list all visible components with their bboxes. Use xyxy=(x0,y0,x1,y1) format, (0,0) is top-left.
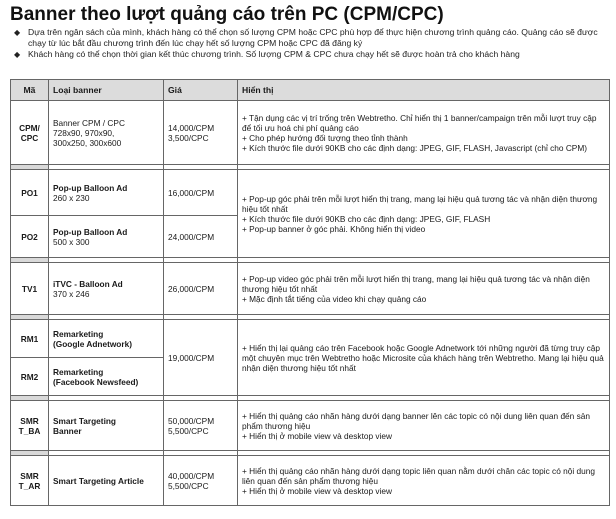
row-display: + Tận dụng các vị trí trống trên Webtretho. Chỉ hiển thị 1 banner/campaign trên mỗi lượt truy cập để tối ưu hoá chi phí quảng cáo + Cho phép hướng đối tượng theo tỉnh thành + Kích thước file dưới 90KB cho các định dạng: JPEG, GIF, FLASH, Javascript (chỉ cho CPM) xyxy=(238,101,610,165)
row-display: + Pop-up góc phải trên mỗi lượt hiển thị trang, mang lại hiệu quả tương tác và nhận diện thương hiệu tốt nhất + Kích thước file dưới 90KB cho các định dạng: JPEG, GIF, FLASH + Pop-up banner ở góc phải. Không hiển thị video xyxy=(238,170,610,258)
bullet-text: Dựa trên ngân sách của mình, khách hàng có thể chọn số lượng CPM hoặc CPC phù hợp để thực hiện chương trình quảng cáo. Quảng cáo sẽ được chạy từ lúc bắt đầu chương trình đến lúc chạy hết số lượng CPM hoặc CPC đã đăng ký xyxy=(28,27,598,48)
row-display: + Hiển thị quảng cáo nhãn hàng dưới dạng topic liên quan nằm dưới chân các topic có nội dung liên quan đến sản phẩm thương hiệu + Hiển thị ở mobile view và desktop view xyxy=(238,456,610,506)
header-code: Mã xyxy=(11,80,49,101)
row-type-name: Pop-up Balloon Ad xyxy=(53,226,128,237)
row-code: RM2 xyxy=(11,358,49,396)
bullet-item xyxy=(10,27,610,49)
row-type-name: Smart Targeting Article xyxy=(49,456,164,506)
table-row xyxy=(11,170,610,216)
bullet-text: Khách hàng có thể chọn thời gian kết thúc chương trình. Số lượng CPM & CPC chưa chạy hết sẽ được hoàn trả cho khách hàng xyxy=(28,49,520,59)
row-display: + Pop-up video góc phải trên mỗi lượt hiển thị trang, mang lại hiệu quả tương tác và nhận diện thương hiệu tốt nhất + Mặc định tắt tiếng của video khi chạy quảng cáo xyxy=(238,263,610,315)
row-code: PO1 xyxy=(11,170,49,216)
table-row xyxy=(11,263,610,315)
row-type-size: 370 x 246 xyxy=(53,288,90,299)
row-type-size: 260 x 230 xyxy=(53,192,90,203)
row-code: SMR T_AR xyxy=(11,456,49,506)
header-display: Hiển thị xyxy=(238,80,610,101)
row-code: SMR T_BA xyxy=(11,401,49,451)
row-code: RM1 xyxy=(11,320,49,358)
row-price: 16,000/CPM xyxy=(164,170,238,216)
row-type xyxy=(49,263,164,315)
table-row xyxy=(11,101,610,165)
row-code: TV1 xyxy=(11,263,49,315)
header-type: Loại banner xyxy=(49,80,164,101)
row-code: CPM/ CPC xyxy=(11,101,49,165)
row-price: 50,000/CPM 5,500/CPC xyxy=(164,401,238,451)
intro-bullets xyxy=(10,27,610,60)
row-price: 40,000/CPM 5,500/CPC xyxy=(164,456,238,506)
row-type-sizes: 728x90, 970x90, 300x250, 300x600 xyxy=(53,127,122,148)
row-type-name: iTVC - Balloon Ad xyxy=(53,278,123,289)
row-price: 24,000/CPM xyxy=(164,216,238,258)
row-type-name: Remarketing (Facebook Newsfeed) xyxy=(49,358,164,396)
bullet-item xyxy=(10,49,610,60)
bullet-icon: ◆ xyxy=(14,50,21,59)
row-price: 14,000/CPM 3,500/CPC xyxy=(164,101,238,165)
bullet-icon: ◆ xyxy=(14,28,21,37)
pricing-table xyxy=(10,79,610,506)
row-type-name: Banner CPM / CPC xyxy=(53,117,125,128)
header-price: Giá xyxy=(164,80,238,101)
row-type xyxy=(49,216,164,258)
row-code: PO2 xyxy=(11,216,49,258)
table-row xyxy=(11,320,610,358)
row-type-name: Remarketing (Google Adnetwork) xyxy=(49,320,164,358)
row-display: + Hiển thị quảng cáo nhãn hàng dưới dạng banner lên các topic có nội dung liên quan đến sản phẩm thương hiệu + Hiển thị ở mobile view và desktop view xyxy=(238,401,610,451)
table-row xyxy=(11,456,610,506)
table-header-row xyxy=(11,80,610,101)
table-row xyxy=(11,401,610,451)
row-type-name: Pop-up Balloon Ad xyxy=(53,182,128,193)
row-display: + Hiển thị lại quảng cáo trên Facebook hoặc Google Adnetwork tới những người đã từng truy cập một chuyên mục trên Webtretho hoặc Microsite của khách hàng trên Webtretho. Mang lại hiệu quả nhận diện thương hiệu tốt nhất xyxy=(238,320,610,396)
row-type-size: 500 x 300 xyxy=(53,236,90,247)
row-price: 26,000/CPM xyxy=(164,263,238,315)
row-type-name: Smart Targeting Banner xyxy=(49,401,164,451)
page-title: Banner theo lượt quảng cáo trên PC (CPM/CPC) xyxy=(10,4,444,25)
row-price: 19,000/CPM xyxy=(164,320,238,396)
row-type xyxy=(49,101,164,165)
row-type xyxy=(49,170,164,216)
